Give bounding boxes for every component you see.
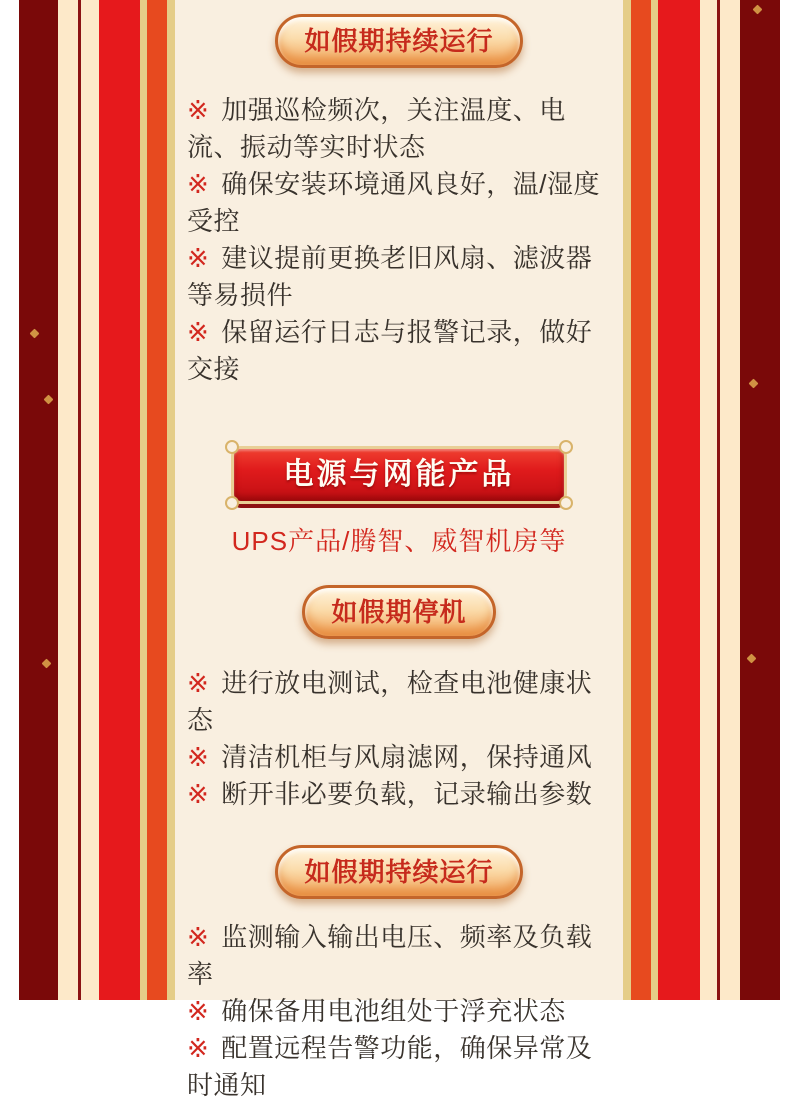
gold-ornament-icon xyxy=(749,379,759,389)
list-item xyxy=(187,776,611,813)
left-red-band xyxy=(99,0,140,1000)
left-gold-stripe-outer xyxy=(140,0,147,1000)
reference-mark-icon: ※ xyxy=(187,169,210,199)
gold-ornament-icon xyxy=(30,329,40,339)
pill-row-3 xyxy=(187,845,611,899)
left-outer-margin xyxy=(0,0,19,1000)
bullet-list-3 xyxy=(187,919,611,1104)
plaque-corner-notch-icon xyxy=(559,496,573,510)
right-gold-stripe-inner xyxy=(623,0,631,1000)
gold-ornament-icon xyxy=(42,659,52,669)
list-item xyxy=(187,1030,611,1104)
bullet-text: 确保安装环境通风良好，温/湿度受控 xyxy=(187,169,601,236)
right-red-band xyxy=(658,0,700,1000)
banner-row xyxy=(187,446,611,504)
bullet-text: 加强巡检频次，关注温度、电流、振动等实时状态 xyxy=(187,95,566,162)
section-pill-if-running-top[interactable]: 如假期持续运行 xyxy=(275,14,522,68)
bullet-list-2 xyxy=(187,665,611,813)
right-orange-stripe xyxy=(631,0,651,1000)
bullet-text: 确保备用电池组处于浮充状态 xyxy=(221,996,566,1026)
list-item xyxy=(187,240,611,314)
left-orange-stripe xyxy=(147,0,167,1000)
section-banner-power-products[interactable] xyxy=(231,446,567,504)
left-cream-stripe-inner xyxy=(81,0,99,1000)
right-maroon-band xyxy=(740,0,780,1000)
plaque-corner-notch-icon xyxy=(225,440,239,454)
reference-mark-icon: ※ xyxy=(187,922,210,952)
bullet-text: 清洁机柜与风扇滤网，保持通风 xyxy=(221,742,593,772)
right-cream-stripe xyxy=(720,0,740,1000)
list-item xyxy=(187,314,611,388)
reference-mark-icon: ※ xyxy=(187,1033,210,1063)
gold-ornament-icon xyxy=(44,395,54,405)
reference-mark-icon: ※ xyxy=(187,779,210,809)
bullet-text: 断开非必要负载，记录输出参数 xyxy=(221,779,593,809)
bullet-text: 配置远程告警功能，确保异常及时通知 xyxy=(187,1033,593,1100)
left-maroon-band xyxy=(19,0,58,1000)
gold-ornament-icon xyxy=(753,5,763,15)
plaque-corner-notch-icon xyxy=(559,440,573,454)
bullet-text: 建议提前更换老旧风扇、滤波器等易损件 xyxy=(187,243,593,310)
left-gold-stripe-inner xyxy=(167,0,175,1000)
reference-mark-icon: ※ xyxy=(187,668,210,698)
right-cream-stripe-inner xyxy=(700,0,717,1000)
list-item xyxy=(187,919,611,993)
reference-mark-icon: ※ xyxy=(187,243,210,273)
reference-mark-icon: ※ xyxy=(187,317,210,347)
pill-row-1 xyxy=(187,14,611,68)
reference-mark-icon: ※ xyxy=(187,996,210,1026)
list-item xyxy=(187,166,611,240)
bullet-text: 进行放电测试，检查电池健康状态 xyxy=(187,668,593,735)
right-outer-margin xyxy=(780,0,800,1000)
banner-label: 电源与网能产品 xyxy=(283,458,515,491)
list-item xyxy=(187,739,611,776)
bullet-text: 监测输入输出电压、频率及负载率 xyxy=(187,922,593,989)
section-pill-if-shutdown[interactable]: 如假期停机 xyxy=(302,585,495,639)
plaque-corner-notch-icon xyxy=(225,496,239,510)
right-gold-stripe-outer xyxy=(651,0,658,1000)
bullet-text: 保留运行日志与报警记录，做好交接 xyxy=(187,317,593,384)
reference-mark-icon: ※ xyxy=(187,742,210,772)
product-scope-text: UPS产品/腾智、威智机房等 xyxy=(231,526,567,556)
left-cream-stripe xyxy=(58,0,78,1000)
reference-mark-icon: ※ xyxy=(187,95,210,125)
content-panel xyxy=(175,0,623,1100)
pill-row-2 xyxy=(187,585,611,639)
list-item xyxy=(187,92,611,166)
section-pill-if-running-bottom[interactable]: 如假期持续运行 xyxy=(275,845,522,899)
gold-ornament-icon xyxy=(747,654,757,664)
bullet-list-1 xyxy=(187,92,611,388)
list-item xyxy=(187,665,611,739)
list-item xyxy=(187,993,611,1030)
